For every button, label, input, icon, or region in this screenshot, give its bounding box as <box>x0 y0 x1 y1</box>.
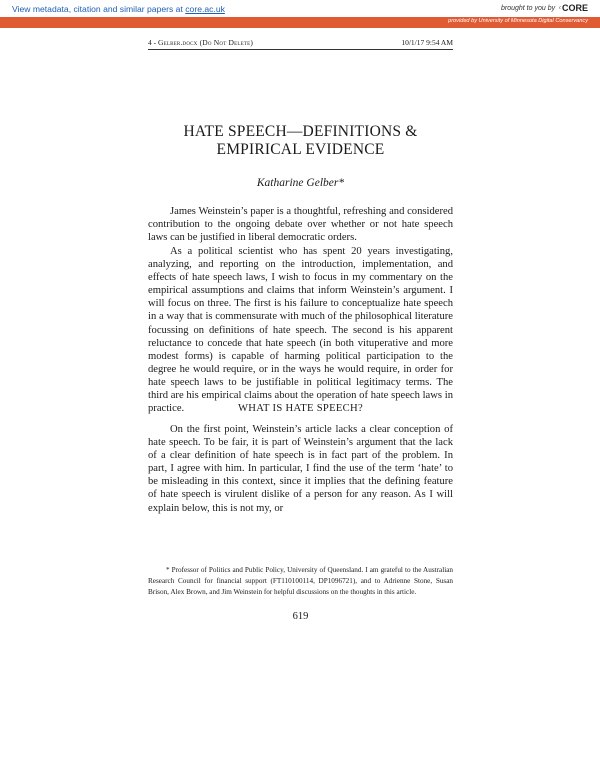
core-logo[interactable] <box>559 3 588 13</box>
provided-by-bar <box>0 17 600 28</box>
core-link-domain[interactable]: core.ac.uk <box>185 4 225 14</box>
running-header-prefix: 4 - <box>148 38 158 47</box>
section-heading: WHAT IS HATE SPEECH? <box>238 403 363 414</box>
paragraph-focus: As a political scientist who has spent 20 years investigating, analyzing, and reporting on the introduction, implementation, and effects of hate speech laws, I wish to focus in my commentary on the empirical assumptions and claims that inform Weinstein’s argument. I will focus on three. The first is his failure to conceptualize hate speech in a way that is commensurate with much of the philosophical literature focussing on definitions of hate speech. The second is his apparent reluctance to concede that hate speech (in both vituperative and more modest forms) is capable of harming political participation to the degree he would require, or in the ways he would require, in order for hate speech laws to be justifiable in political legitimacy terms. The third are his empirical claims about the operation of hate speech laws in practice. <box>148 246 453 415</box>
page-number: 619 <box>292 611 309 622</box>
author-footnote: * Professor of Politics and Public Policy, University of Queensland. I am grateful to the Australian Research Council for financial support (FT110100114, DP1096721), and to Adrienne Stone, Susan Brison, Alex Brown, and Jim Weinstein for helpful discussions on the thoughts in this article. <box>148 566 453 596</box>
core-banner <box>0 0 600 30</box>
paragraph-intro: James Weinstein’s paper is a thoughtful, refreshing and considered contribution to the ongoing debate over whether or not hate speech laws can be justified in liberal democratic orders. <box>148 206 453 244</box>
provided-by-text[interactable]: provided by University of Minnesota Digital Conservancy <box>448 18 588 24</box>
core-metadata-link[interactable] <box>12 4 225 14</box>
core-logo-icon: 𝔠 <box>559 4 561 11</box>
running-header-left <box>148 38 253 47</box>
article-author: Katharine Gelber* <box>256 177 345 189</box>
core-brand[interactable] <box>501 3 588 13</box>
article-title-line-1: HATE SPEECH—DEFINITIONS & <box>183 123 418 140</box>
running-header <box>148 38 453 50</box>
brought-to-you-text: brought to you by <box>501 4 556 12</box>
running-header-datetime: 10/1/17 9:54 AM <box>401 38 453 47</box>
core-link-prefix[interactable]: View metadata, citation and similar papers at <box>12 4 186 14</box>
paragraph-definition: On the first point, Weinstein’s article lacks a clear conception of hate speech. To be fair, it is part of Weinstein’s argument that the lack of a clear definition of hate speech is in fact part of the problem. In part, I agree with him. In particular, I find the use of the term ‘hate’ to be misleading in this context, since it implies that the defining feature of hate speech is virulent dislike of a person for any reason. As I will explain below, this is not my, or <box>148 424 453 514</box>
running-header-filename: Gelber.docx (Do Not Delete) <box>158 38 254 47</box>
core-logo-text: CORE <box>561 3 588 13</box>
article-title-line-2: EMPIRICAL EVIDENCE <box>216 141 385 158</box>
